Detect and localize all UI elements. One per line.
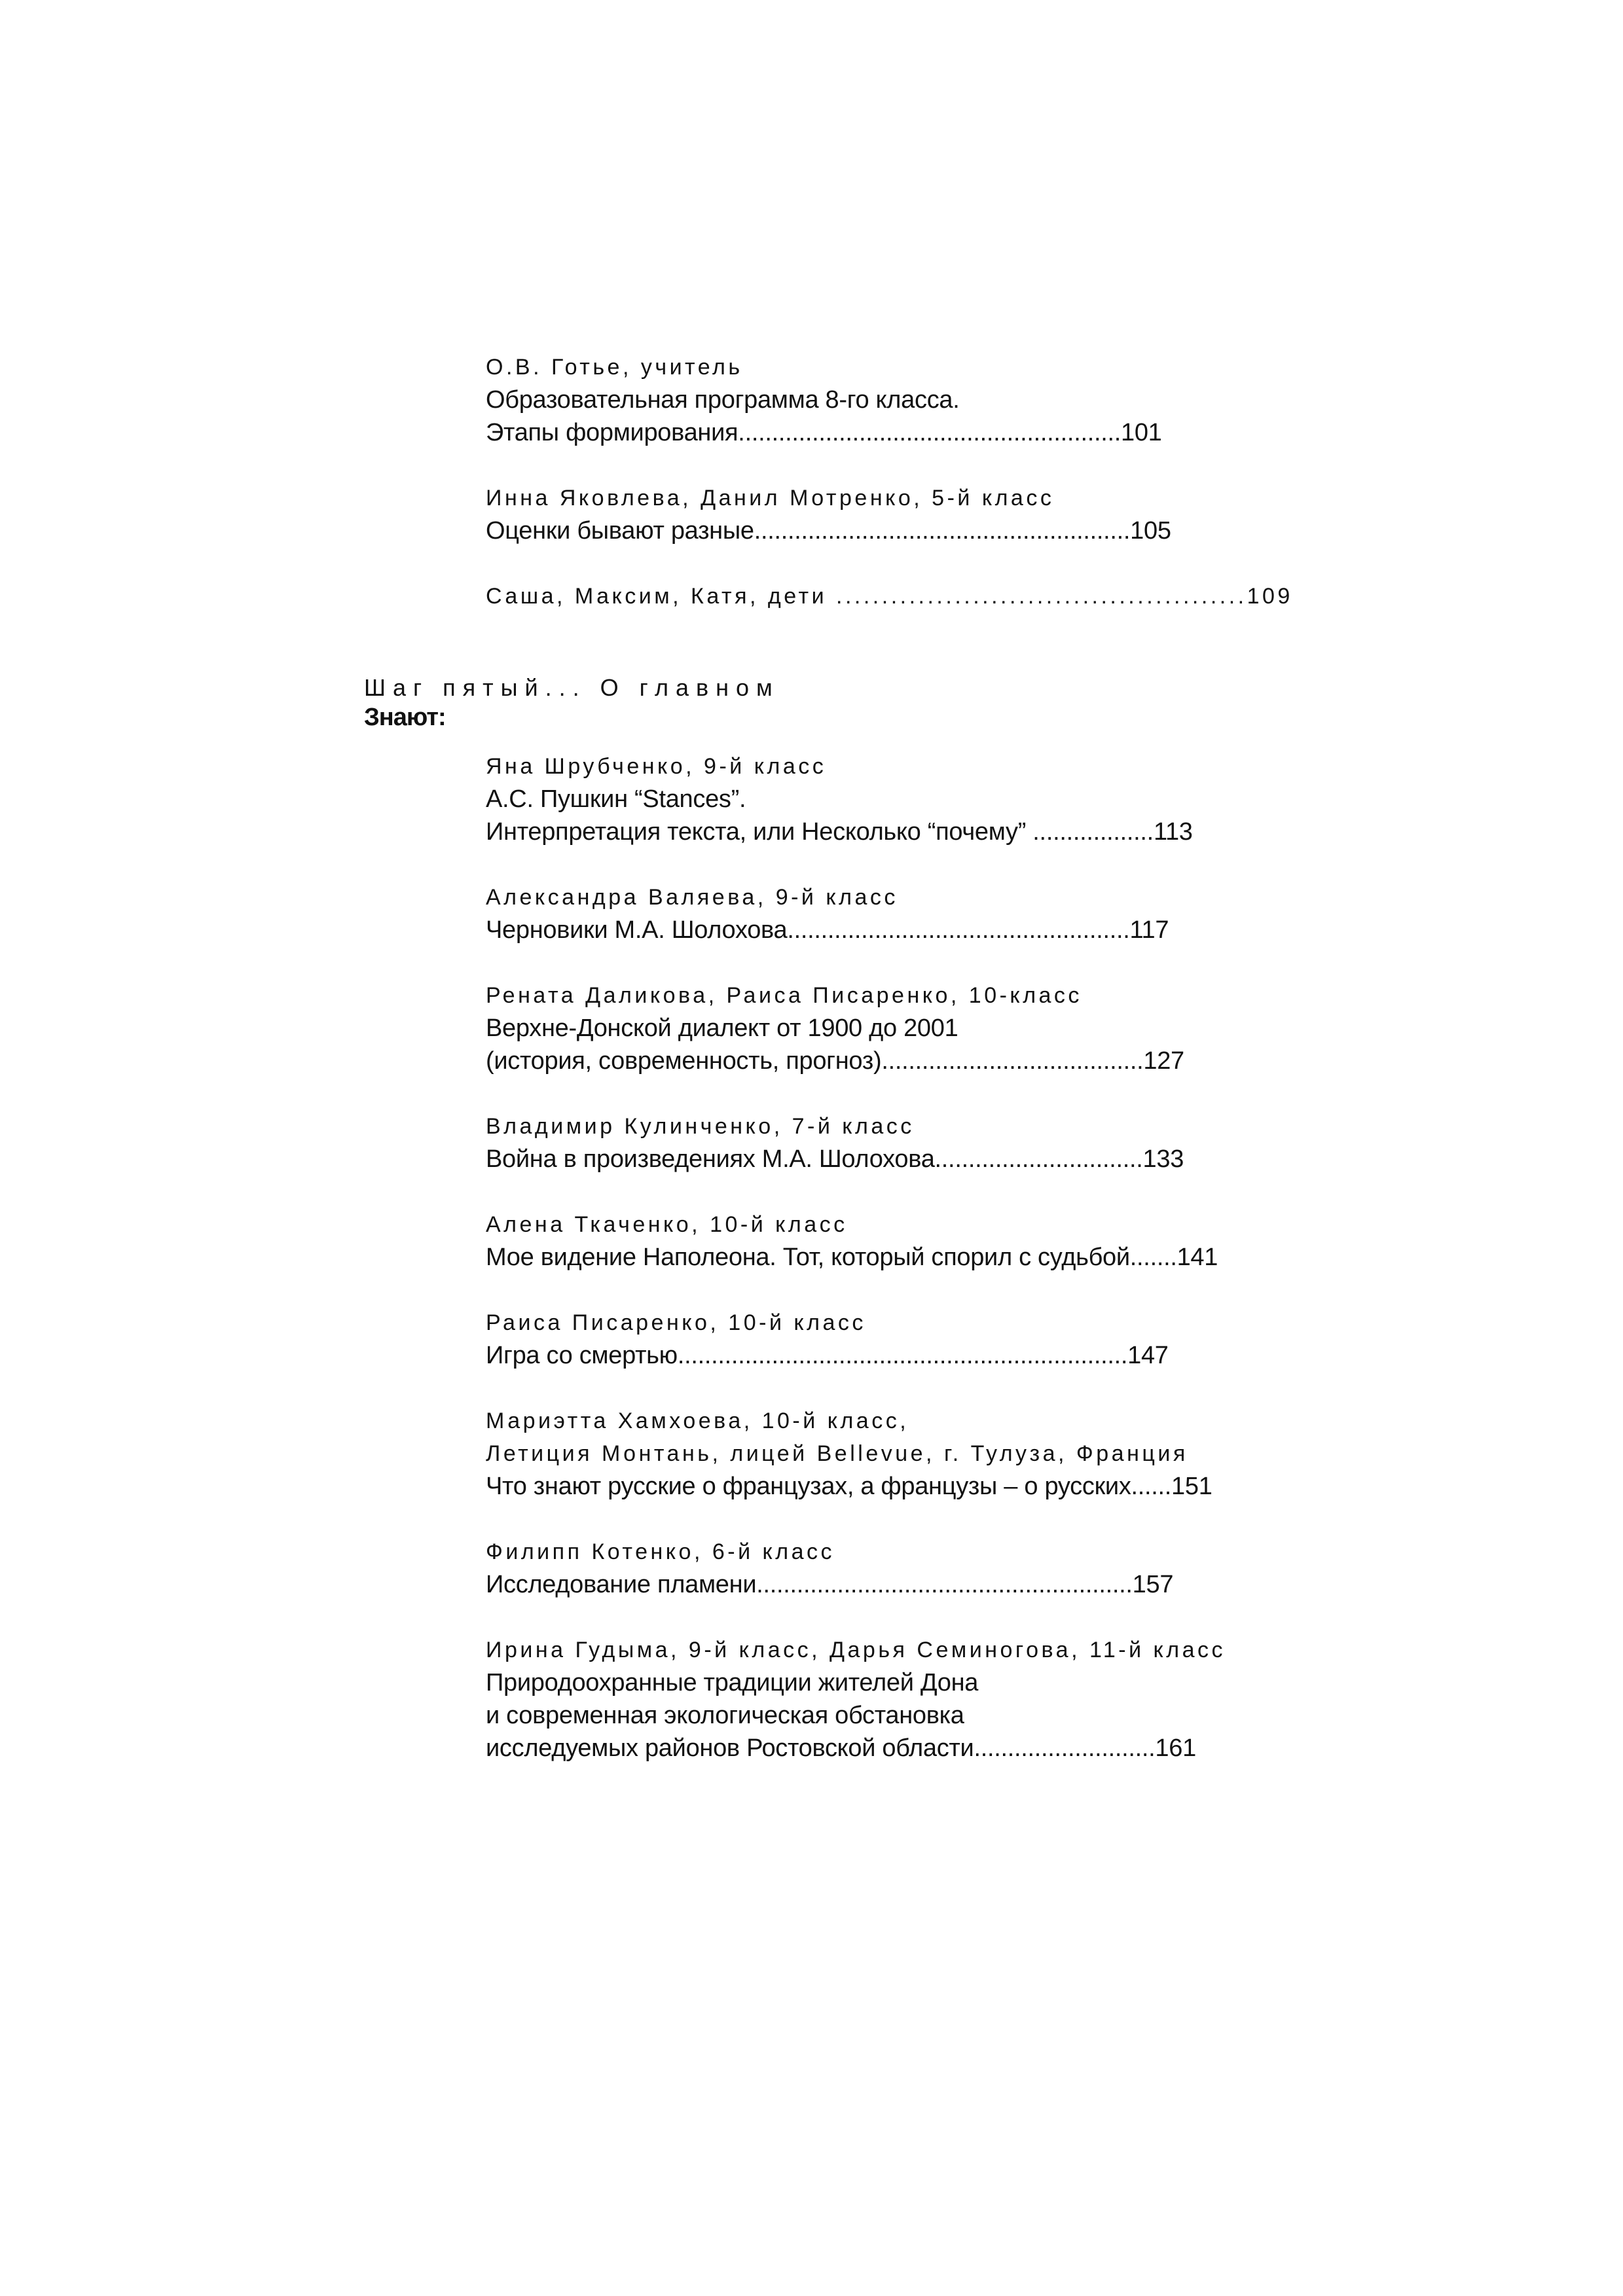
toc-entry-kulinchenko xyxy=(486,1110,1232,1175)
entry-author: О.В. Готье, учитель xyxy=(486,355,743,380)
entry-author-with-page: Саша, Максим, Катя, дети .............................................109 xyxy=(486,584,1293,609)
entry-title-line: Оценки бывают разные........................................................105 xyxy=(486,517,1171,545)
entry-author: Рената Даликова, Раиса Писаренко, 10-класс xyxy=(486,983,1082,1008)
toc-entry-shrubchenko xyxy=(486,750,1232,848)
entry-title-line: Природоохранные традиции жителей Дона xyxy=(486,1669,979,1696)
toc-entry-khamkhoeva xyxy=(486,1405,1232,1503)
toc-entry-yakovleva xyxy=(486,482,1232,547)
entry-title-line: Игра со смертью...................................................................147 xyxy=(486,1342,1169,1369)
entry-author: Мариэтта Хамхоева, 10-й класс, xyxy=(486,1408,909,1433)
toc-entry-pisarenko xyxy=(486,1306,1232,1372)
entry-author: Инна Яковлева, Данил Мотренко, 5-й класс xyxy=(486,486,1055,511)
entry-title-line: и современная экологическая обстановка xyxy=(486,1702,964,1729)
entry-title-line: А.С. Пушкин “Stances”. xyxy=(486,785,746,813)
entry-title-line: Этапы формирования.........................................................101 xyxy=(486,419,1162,446)
entry-author: Ирина Гудыма, 9-й класс, Дарья Семиногова, 11-й класс xyxy=(486,1638,1226,1662)
section-subheading: Знают: xyxy=(364,704,446,731)
entry-title-line: Черновики М.А. Шолохова...................................................117 xyxy=(486,916,1169,944)
entry-author: Летиция Монтань, лицей Bellevue, г. Тулуза, Франция xyxy=(486,1441,1188,1466)
entry-author: Алена Ткаченко, 10-й класс xyxy=(486,1212,848,1237)
entry-author: Владимир Кулинченко, 7-й класс xyxy=(486,1114,915,1139)
entry-author: Раиса Писаренко, 10-й класс xyxy=(486,1310,866,1335)
toc-entry-valyaeva xyxy=(486,881,1232,946)
toc-entry-dalikova xyxy=(486,979,1232,1077)
toc-entry-gudyma xyxy=(486,1634,1232,1765)
toc-entry-kotenko xyxy=(486,1535,1232,1601)
entry-title-line: Образовательная программа 8-го класса. xyxy=(486,386,960,414)
entry-author: Александра Валяева, 9-й класс xyxy=(486,885,898,910)
entry-title-line: Верхне-Донской диалект от 1900 до 2001 xyxy=(486,1014,958,1042)
entry-author: Филипп Котенко, 6-й класс xyxy=(486,1539,835,1564)
entry-title-line: Мое видение Наполеона. Тот, который спорил с судьбой.......141 xyxy=(486,1244,1218,1271)
entry-title-line: Интерпретация текста, или Несколько “почему” ..................113 xyxy=(486,818,1193,846)
toc-entry-children xyxy=(486,580,1293,613)
entry-title-line: Исследование пламени........................................................157 xyxy=(486,1571,1174,1598)
entry-title-line: Война в произведениях М.А. Шолохова...............................133 xyxy=(486,1145,1184,1173)
toc-entry-gotye xyxy=(486,351,1232,449)
entry-title-line: Что знают русские о французах, а французы – о русских......151 xyxy=(486,1473,1213,1500)
entry-title-line: (история, современность, прогноз).......................................127 xyxy=(486,1047,1184,1075)
entry-title-line: исследуемых районов Ростовской области...........................161 xyxy=(486,1734,1196,1762)
entry-author: Яна Шрубченко, 9-й класс xyxy=(486,754,827,779)
section-heading: Шаг пятый... О главном xyxy=(364,674,780,701)
toc-entry-tkachenko xyxy=(486,1208,1232,1274)
